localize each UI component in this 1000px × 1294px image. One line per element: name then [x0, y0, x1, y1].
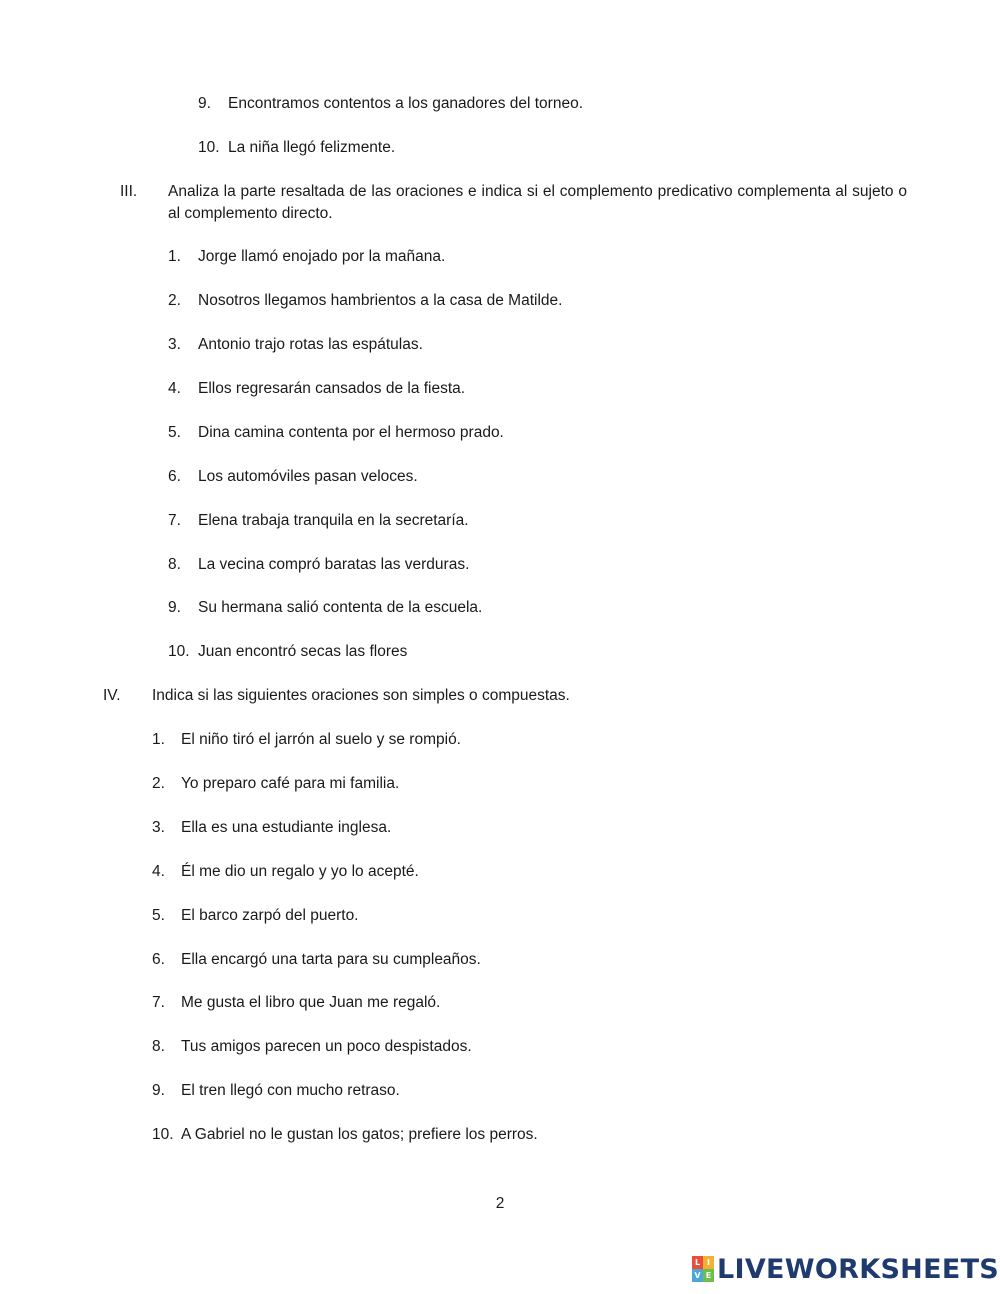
- list-item-text: Los automóviles pasan veloces.: [198, 468, 418, 485]
- list-item-number: 7.: [152, 994, 165, 1011]
- list-item-number: 1.: [152, 731, 165, 748]
- list-item-text: Ella es una estudiante inglesa.: [181, 819, 392, 836]
- list-item-text: El tren llegó con mucho retraso.: [181, 1082, 400, 1099]
- logo-letter: E: [703, 1269, 714, 1282]
- list-item-number: 9.: [152, 1082, 165, 1099]
- liveworksheets-logo[interactable]: [692, 1252, 999, 1286]
- list-item-text: Ella encargó una tarta para su cumpleaños.: [181, 951, 481, 968]
- section-instruction: Analiza la parte resaltada de las oraciones e indica si el complemento predicativo complementa al sujeto o al complemento directo.: [168, 183, 907, 222]
- list-item-number: 2.: [168, 292, 181, 309]
- list-item-number: 10.: [168, 643, 190, 660]
- logo-letter: L: [692, 1256, 703, 1269]
- list-item-text: A Gabriel no le gustan los gatos; prefiere los perros.: [181, 1126, 538, 1143]
- page-number: 2: [495, 1195, 505, 1212]
- list-item-text: Encontramos contentos a los ganadores del torneo.: [228, 95, 584, 112]
- list-item-number: 2.: [152, 775, 165, 792]
- list-item-number: 9.: [198, 95, 211, 112]
- list-item-text: El barco zarpó del puerto.: [181, 907, 359, 924]
- list-item-text: La vecina compró baratas las verduras.: [198, 556, 470, 573]
- list-item-number: 4.: [152, 863, 165, 880]
- list-item-text: Me gusta el libro que Juan me regaló.: [181, 994, 441, 1011]
- list-item-text: Él me dio un regalo y yo lo acepté.: [181, 863, 419, 880]
- section-numeral: III.: [120, 183, 138, 200]
- section-numeral: IV.: [103, 687, 121, 704]
- list-item-number: 1.: [168, 248, 181, 265]
- list-item-text: Tus amigos parecen un poco despistados.: [181, 1038, 472, 1055]
- list-item-number: 10.: [198, 139, 220, 156]
- list-item-text: Ellos regresarán cansados de la fiesta.: [198, 380, 466, 397]
- list-item-text: Dina camina contenta por el hermoso prado.: [198, 424, 504, 441]
- list-item-text: Yo preparo café para mi familia.: [181, 775, 400, 792]
- list-item-number: 9.: [168, 599, 181, 616]
- brand-name: LIVEWORKSHEETS: [717, 1253, 1000, 1285]
- list-item-text: Jorge llamó enojado por la mañana.: [198, 248, 446, 265]
- list-item-number: 6.: [152, 951, 165, 968]
- section-instruction: Indica si las siguientes oraciones son simples o compuestas.: [152, 687, 570, 704]
- list-item-text: Nosotros llegamos hambrientos a la casa de Matilde.: [198, 292, 563, 309]
- list-item-text: El niño tiró el jarrón al suelo y se rompió.: [181, 731, 461, 748]
- list-item-text: Elena trabaja tranquila en la secretaría.: [198, 512, 469, 529]
- list-item-text: Juan encontró secas las flores: [198, 643, 408, 660]
- list-item-number: 5.: [152, 907, 165, 924]
- list-item-number: 6.: [168, 468, 181, 485]
- logo-letter: V: [692, 1269, 703, 1282]
- liveworksheets-logo-icon: [692, 1256, 714, 1282]
- list-item-text: La niña llegó felizmente.: [228, 139, 396, 156]
- list-item-number: 4.: [168, 380, 181, 397]
- list-item-number: 3.: [168, 336, 181, 353]
- list-item-number: 7.: [168, 512, 181, 529]
- list-item-number: 5.: [168, 424, 181, 441]
- logo-letter: I: [703, 1256, 714, 1269]
- list-item-number: 8.: [168, 556, 181, 573]
- list-item-number: 8.: [152, 1038, 165, 1055]
- list-item-number: 3.: [152, 819, 165, 836]
- list-item-text: Su hermana salió contenta de la escuela.: [198, 599, 483, 616]
- list-item-text: Antonio trajo rotas las espátulas.: [198, 336, 423, 353]
- list-item-number: 10.: [152, 1126, 174, 1143]
